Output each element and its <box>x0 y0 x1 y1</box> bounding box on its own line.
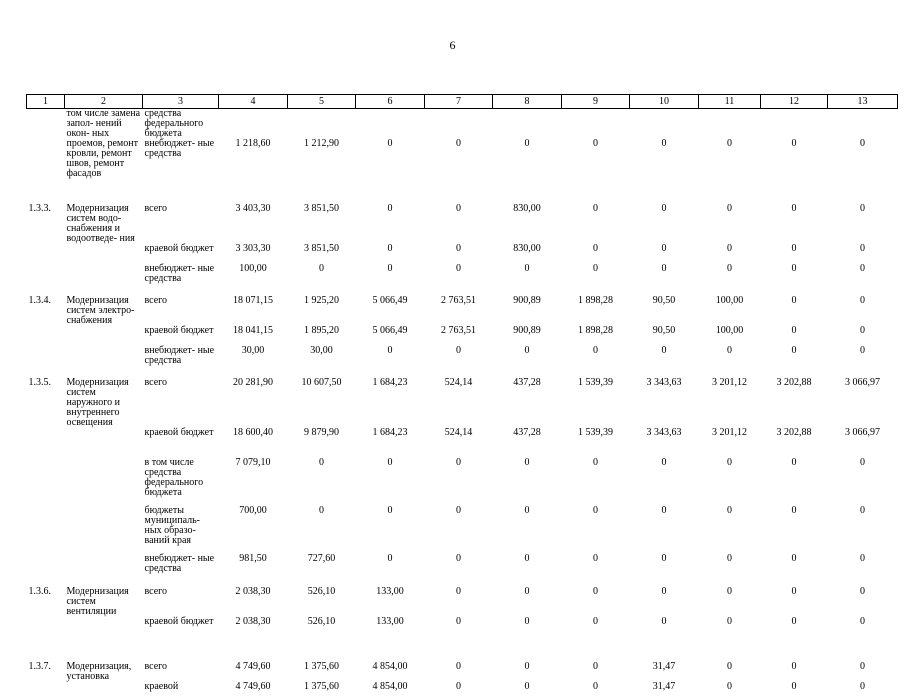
item-number: 1.3.5. <box>28 377 51 388</box>
value-cell <box>493 109 562 140</box>
value-cell: 0 <box>860 681 865 692</box>
funding-source: всего <box>144 295 168 306</box>
value-cell: 900,89 <box>513 295 541 306</box>
funding-source: всего <box>144 661 168 672</box>
value-cell: 0 <box>661 586 667 597</box>
value-cell: 700,00 <box>239 505 267 516</box>
value-cell: 900,89 <box>513 325 541 336</box>
value-cell: 437,28 <box>513 377 541 388</box>
item-number <box>27 139 65 197</box>
value-cell: 0 <box>727 243 732 254</box>
value-cell: 0 <box>387 203 393 214</box>
table-row <box>27 428 898 458</box>
value-cell: 0 <box>791 325 797 336</box>
value-cell: 0 <box>791 681 797 692</box>
item-number: 1.3.3. <box>28 203 51 214</box>
value-cell: 3 201,12 <box>712 377 747 388</box>
value-cell: 0 <box>727 616 732 627</box>
funding-source: всего <box>144 377 168 388</box>
value-cell: 0 <box>661 457 667 468</box>
item-name: том числе замена запол- нений окон- ных проемов, ремонт кровли, ремонт швов, ремонт фасадов <box>66 108 141 179</box>
column-header: 3 <box>143 95 219 109</box>
value-cell: 0 <box>524 138 530 149</box>
value-cell: 0 <box>727 661 732 672</box>
value-cell: 981,50 <box>239 553 267 564</box>
value-cell: 90,50 <box>652 325 676 336</box>
table-row <box>27 682 898 699</box>
item-number <box>27 346 65 373</box>
value-cell: 18 071,15 <box>233 295 273 306</box>
item-number <box>27 428 65 458</box>
funding-source: внебюджет- ные средства <box>144 263 215 284</box>
item-number: 1.3.4. <box>28 295 51 306</box>
item-name <box>65 428 143 458</box>
value-cell: 0 <box>593 263 598 274</box>
value-cell: 2 763,51 <box>441 295 476 306</box>
value-cell: 0 <box>791 295 797 306</box>
value-cell: 10 607,50 <box>301 377 342 388</box>
table-row <box>27 655 898 682</box>
item-name <box>65 264 143 291</box>
table-row <box>27 244 898 264</box>
value-cell: 3 066,97 <box>845 377 880 388</box>
value-cell <box>425 109 493 140</box>
column-header: 4 <box>219 95 288 109</box>
value-cell: 18 041,15 <box>233 325 273 336</box>
item-name: Модернизация систем электро- снабжения <box>66 295 135 326</box>
value-cell: 0 <box>661 553 667 564</box>
column-header: 6 <box>356 95 425 109</box>
value-cell: 0 <box>593 616 598 627</box>
value-cell: 3 202,88 <box>776 427 812 438</box>
value-cell: 0 <box>727 138 732 149</box>
table-row <box>27 197 898 244</box>
value-cell: 0 <box>593 681 598 692</box>
value-cell: 0 <box>661 505 667 516</box>
value-cell: 0 <box>727 457 732 468</box>
value-cell: 0 <box>860 138 865 149</box>
value-cell: 0 <box>661 203 667 214</box>
item-name <box>65 682 143 699</box>
value-cell: 3 403,30 <box>235 203 271 214</box>
value-cell: 0 <box>791 243 797 254</box>
value-cell: 0 <box>860 263 865 274</box>
funding-source: всего <box>144 586 168 597</box>
value-cell <box>288 109 356 140</box>
value-cell <box>219 109 288 140</box>
column-header: 7 <box>425 95 493 109</box>
value-cell: 9 879,90 <box>304 427 339 438</box>
value-cell: 0 <box>727 505 732 516</box>
value-cell: 0 <box>791 553 797 564</box>
column-header: 10 <box>630 95 699 109</box>
value-cell: 4 749,60 <box>235 661 271 672</box>
funding-source: внебюджет- ные средства <box>144 138 215 159</box>
value-cell: 4 854,00 <box>372 661 408 672</box>
item-name: Модернизация, установка <box>66 661 132 682</box>
budget-table <box>26 94 898 699</box>
table-row <box>27 326 898 346</box>
value-cell: 0 <box>456 203 461 214</box>
table-row <box>27 264 898 291</box>
value-cell: 0 <box>593 553 598 564</box>
table-row <box>27 458 898 506</box>
value-cell: 0 <box>860 661 865 672</box>
value-cell: 0 <box>387 505 393 516</box>
value-cell: 0 <box>860 325 865 336</box>
item-number: 1.3.7. <box>28 661 51 672</box>
value-cell: 0 <box>524 681 530 692</box>
item-number <box>27 244 65 264</box>
value-cell: 0 <box>860 345 865 356</box>
item-name: Модернизация систем наружного и внутреннего освещения <box>66 377 129 428</box>
value-cell: 0 <box>661 616 667 627</box>
value-cell: 5 066,49 <box>372 295 408 306</box>
value-cell <box>761 109 828 140</box>
value-cell: 0 <box>524 661 530 672</box>
value-cell: 0 <box>319 457 324 468</box>
value-cell: 0 <box>791 616 797 627</box>
value-cell: 3 303,30 <box>235 243 271 254</box>
value-cell: 1 539,39 <box>578 377 613 388</box>
funding-source: краевой <box>144 681 179 692</box>
value-cell: 0 <box>661 138 667 149</box>
column-header: 11 <box>699 95 761 109</box>
funding-source: краевой бюджет <box>144 325 214 336</box>
funding-source: внебюджет- ные средства <box>144 345 215 366</box>
value-cell: 0 <box>524 457 530 468</box>
value-cell: 0 <box>387 345 393 356</box>
value-cell: 1 898,28 <box>578 325 613 336</box>
value-cell: 526,10 <box>307 586 336 597</box>
table-row <box>27 617 898 655</box>
value-cell: 524,14 <box>444 427 473 438</box>
value-cell: 830,00 <box>513 203 541 214</box>
table-row <box>27 582 898 617</box>
value-cell: 1 539,39 <box>578 427 613 438</box>
value-cell: 0 <box>661 263 667 274</box>
funding-source: средства федерального бюджета <box>144 108 204 139</box>
value-cell: 437,28 <box>513 427 541 438</box>
value-cell: 0 <box>727 586 732 597</box>
item-name: Модернизация систем вентиляции <box>66 586 129 617</box>
value-cell: 0 <box>791 505 797 516</box>
item-number <box>27 264 65 291</box>
value-cell: 3 202,88 <box>776 377 812 388</box>
value-cell: 830,00 <box>513 243 541 254</box>
value-cell: 0 <box>727 203 732 214</box>
value-cell: 0 <box>456 586 461 597</box>
table-row <box>27 373 898 428</box>
value-cell <box>828 109 898 140</box>
value-cell: 0 <box>456 457 461 468</box>
value-cell: 0 <box>791 661 797 672</box>
column-header: 9 <box>562 95 630 109</box>
value-cell: 0 <box>456 661 461 672</box>
value-cell: 0 <box>661 345 667 356</box>
value-cell: 0 <box>727 681 732 692</box>
page-number: 6 <box>449 38 456 52</box>
funding-source: бюджеты муниципаль- ных образо- ваний края <box>144 505 200 546</box>
value-cell: 0 <box>791 263 797 274</box>
value-cell: 2 763,51 <box>441 325 476 336</box>
table-header-row <box>27 95 898 109</box>
item-name <box>65 506 143 554</box>
value-cell: 0 <box>456 345 461 356</box>
value-cell: 30,00 <box>310 345 333 356</box>
funding-source: всего <box>144 203 168 214</box>
item-name <box>65 458 143 506</box>
value-cell: 0 <box>791 203 797 214</box>
value-cell: 0 <box>791 457 797 468</box>
value-cell: 0 <box>456 616 461 627</box>
value-cell: 0 <box>524 345 530 356</box>
value-cell: 524,14 <box>444 377 473 388</box>
value-cell: 0 <box>387 263 393 274</box>
table-row <box>27 554 898 582</box>
value-cell: 100,00 <box>715 325 744 336</box>
value-cell: 0 <box>319 505 324 516</box>
value-cell: 0 <box>860 553 865 564</box>
value-cell: 7 079,10 <box>235 457 271 468</box>
value-cell: 0 <box>524 263 530 274</box>
value-cell: 0 <box>593 661 598 672</box>
value-cell: 3 066,97 <box>845 427 880 438</box>
value-cell: 0 <box>593 243 598 254</box>
column-header: 2 <box>65 95 143 109</box>
value-cell: 0 <box>524 553 530 564</box>
item-number <box>27 554 65 582</box>
value-cell <box>699 109 761 140</box>
table-row <box>27 291 898 326</box>
value-cell: 90,50 <box>652 295 676 306</box>
value-cell: 3 201,12 <box>712 427 747 438</box>
table-row <box>27 506 898 554</box>
value-cell: 0 <box>593 345 598 356</box>
value-cell: 1 375,60 <box>304 681 339 692</box>
value-cell: 3 343,63 <box>646 377 682 388</box>
value-cell: 0 <box>593 203 598 214</box>
value-cell: 133,00 <box>376 586 404 597</box>
value-cell: 0 <box>456 505 461 516</box>
item-number <box>27 506 65 554</box>
value-cell: 0 <box>593 586 598 597</box>
value-cell: 100,00 <box>715 295 744 306</box>
value-cell: 1 898,28 <box>578 295 613 306</box>
value-cell: 5 066,49 <box>372 325 408 336</box>
value-cell: 2 038,30 <box>235 586 271 597</box>
value-cell: 0 <box>387 553 393 564</box>
column-header: 1 <box>27 95 65 109</box>
value-cell: 0 <box>593 138 598 149</box>
value-cell: 0 <box>456 681 461 692</box>
column-header: 5 <box>288 95 356 109</box>
value-cell: 0 <box>727 553 732 564</box>
item-name: Модернизация систем водо- снабжения и водоотведе- ния <box>66 203 135 244</box>
value-cell: 0 <box>860 457 865 468</box>
value-cell: 18 600,40 <box>233 427 273 438</box>
value-cell <box>562 109 630 140</box>
value-cell: 0 <box>387 457 393 468</box>
value-cell: 0 <box>456 553 461 564</box>
value-cell: 0 <box>791 345 797 356</box>
funding-source: в том числе средства федерального бюджета <box>144 457 204 498</box>
item-number <box>27 617 65 655</box>
value-cell: 20 281,90 <box>233 377 273 388</box>
value-cell: 1 684,23 <box>372 377 408 388</box>
value-cell <box>356 109 425 140</box>
table-row <box>27 346 898 373</box>
value-cell: 0 <box>860 586 865 597</box>
item-number <box>27 326 65 346</box>
value-cell: 0 <box>860 616 865 627</box>
table-row <box>27 109 898 140</box>
item-name <box>65 617 143 655</box>
value-cell: 1 212,90 <box>304 138 339 149</box>
value-cell: 0 <box>661 243 667 254</box>
value-cell: 727,60 <box>307 553 336 564</box>
item-name <box>65 244 143 264</box>
item-name <box>65 346 143 373</box>
value-cell <box>630 109 699 140</box>
column-header: 12 <box>761 95 828 109</box>
item-number <box>27 458 65 506</box>
value-cell: 3 851,50 <box>304 243 339 254</box>
item-number <box>27 682 65 699</box>
value-cell: 1 895,20 <box>304 325 339 336</box>
value-cell: 0 <box>524 505 530 516</box>
value-cell: 0 <box>727 345 732 356</box>
item-name <box>65 326 143 346</box>
value-cell: 133,00 <box>376 616 404 627</box>
column-header: 8 <box>493 95 562 109</box>
value-cell: 0 <box>860 295 865 306</box>
value-cell: 0 <box>456 243 461 254</box>
item-number <box>27 109 65 140</box>
value-cell: 3 343,63 <box>646 427 682 438</box>
value-cell: 1 218,60 <box>235 138 271 149</box>
value-cell: 0 <box>387 243 393 254</box>
value-cell: 4 749,60 <box>235 681 271 692</box>
value-cell: 0 <box>791 586 797 597</box>
value-cell: 1 925,20 <box>304 295 339 306</box>
column-header: 13 <box>828 95 898 109</box>
value-cell: 1 684,23 <box>372 427 408 438</box>
funding-source: внебюджет- ные средства <box>144 553 215 574</box>
funding-source: краевой бюджет <box>144 243 214 254</box>
value-cell: 0 <box>860 203 865 214</box>
item-number: 1.3.6. <box>28 586 51 597</box>
value-cell: 0 <box>593 457 598 468</box>
value-cell: 1 375,60 <box>304 661 339 672</box>
value-cell: 31,47 <box>652 661 676 672</box>
value-cell: 0 <box>524 616 530 627</box>
value-cell: 0 <box>727 263 732 274</box>
value-cell: 4 854,00 <box>372 681 408 692</box>
value-cell: 0 <box>524 586 530 597</box>
value-cell: 0 <box>593 505 598 516</box>
value-cell: 526,10 <box>307 616 336 627</box>
value-cell: 0 <box>456 138 461 149</box>
value-cell: 31,47 <box>652 681 676 692</box>
value-cell: 0 <box>860 243 865 254</box>
value-cell: 0 <box>456 263 461 274</box>
value-cell: 0 <box>791 138 797 149</box>
value-cell: 100,00 <box>239 263 267 274</box>
value-cell: 2 038,30 <box>235 616 271 627</box>
funding-source: краевой бюджет <box>144 427 214 438</box>
item-name <box>65 554 143 582</box>
table-row <box>27 139 898 197</box>
value-cell: 0 <box>319 263 324 274</box>
value-cell: 0 <box>860 505 865 516</box>
value-cell: 3 851,50 <box>304 203 339 214</box>
value-cell: 0 <box>387 138 393 149</box>
value-cell: 30,00 <box>241 345 265 356</box>
funding-source: краевой бюджет <box>144 616 214 627</box>
